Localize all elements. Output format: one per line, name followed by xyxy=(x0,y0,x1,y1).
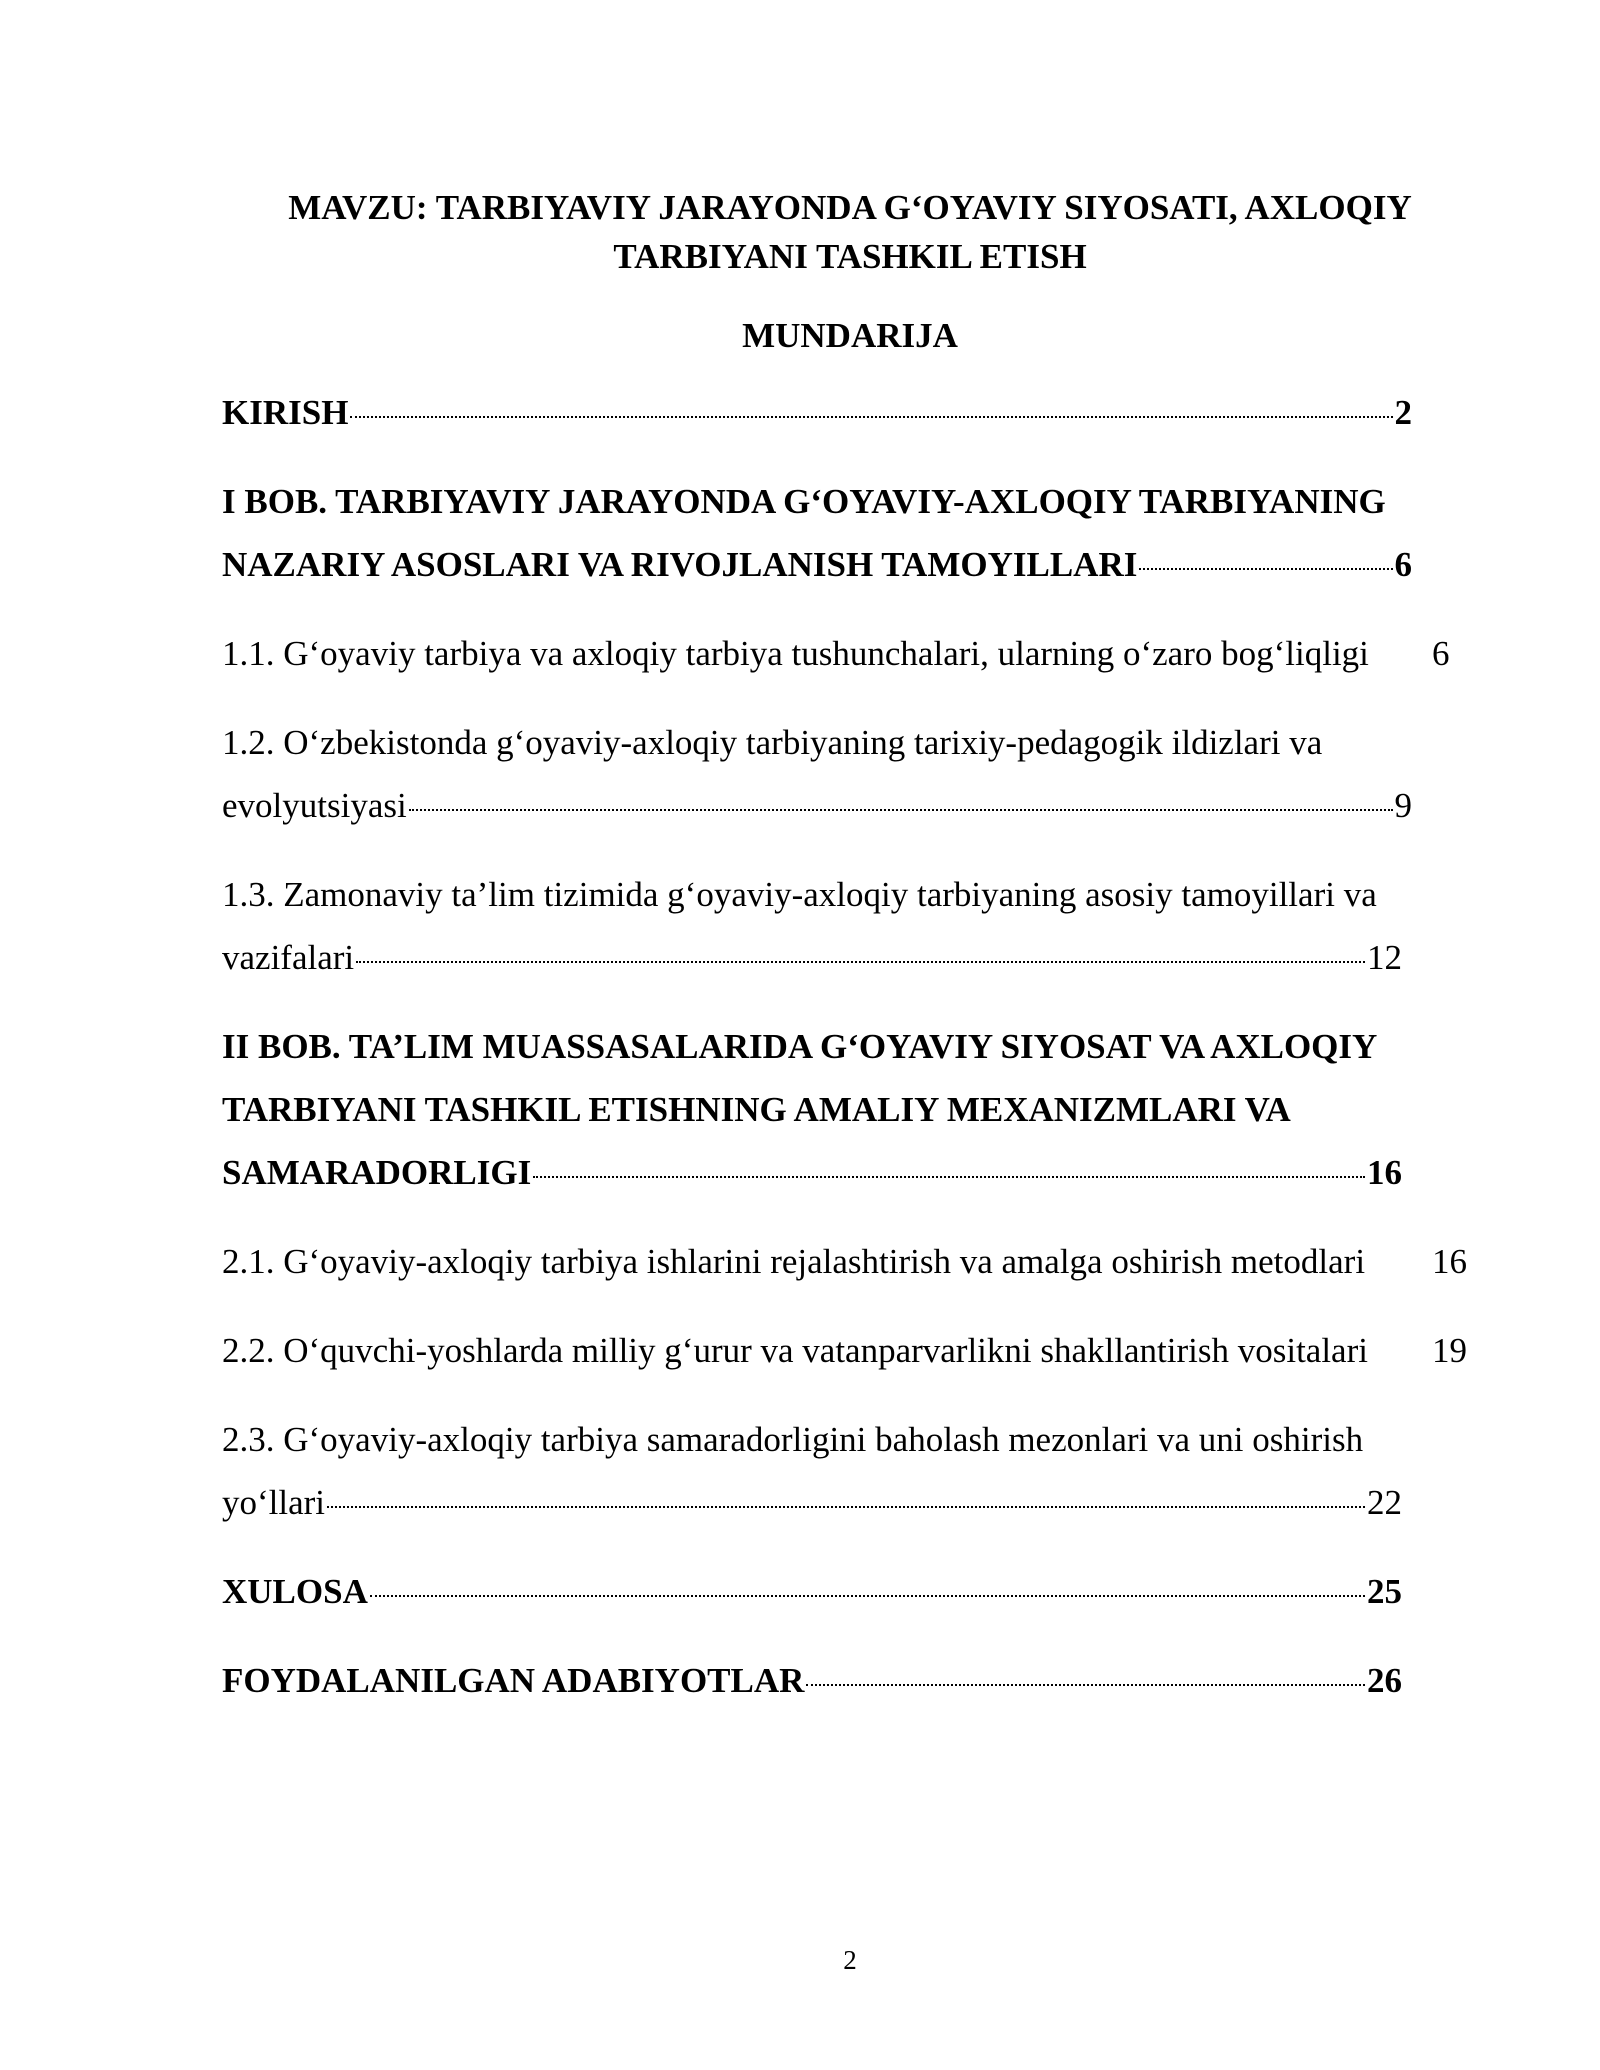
toc-entry-text: KIRISH xyxy=(222,393,349,432)
toc-entry-bob2-line1[interactable]: II BOB. TA’LIM MUASSASALARIDA G‘OYAVIY SIYOSAT VA AXLOQIY xyxy=(222,1027,1378,1066)
toc-entry-text: FOYDALANILGAN ADABIYOTLAR xyxy=(222,1661,805,1700)
toc-entry-2-1[interactable]: 2.1. G‘oyaviy-axloqiy tarbiya ishlarini rejalashtirish va amalga oshirish metodlari xyxy=(222,1242,1366,1281)
toc-entry-page: 16 xyxy=(1367,1153,1402,1192)
toc-entry-2-2[interactable]: 2.2. O‘quvchi-yoshlarda milliy g‘urur va vatanparvarlikni shakllantirish vositalari xyxy=(222,1331,1368,1370)
page-number: 2 xyxy=(843,1945,857,1975)
toc-entry-page: 2 xyxy=(1394,393,1412,432)
toc-entry-1-1-page: 6 xyxy=(1432,634,1450,673)
dot-leader xyxy=(409,809,1393,811)
toc-entry-adabiyotlar[interactable] xyxy=(222,1657,1402,1705)
dot-leader xyxy=(327,1506,1365,1508)
toc-entry-2-3[interactable] xyxy=(222,1479,1402,1527)
dot-leader xyxy=(356,961,1365,963)
toc-entry-text: vazifalari xyxy=(222,938,355,977)
toc-entry-text: XULOSA xyxy=(222,1572,368,1611)
toc-entry-text: SAMARADORLIGI xyxy=(222,1153,532,1192)
toc-entry-1-1[interactable]: 1.1. G‘oyaviy tarbiya va axloqiy tarbiya tushunchalari, ularning o‘zaro bog‘liqligi xyxy=(222,634,1369,673)
toc-entry-xulosa[interactable] xyxy=(222,1568,1402,1616)
toc-entry-1-2[interactable] xyxy=(222,782,1412,830)
document-title-line-1: MAVZU: TARBIYAVIY JARAYONDA G‘OYAVIY SIYOSATI, AXLOQIY xyxy=(288,188,1412,227)
dot-leader xyxy=(806,1684,1365,1686)
toc-entry-bob1-line1[interactable]: I BOB. TARBIYAVIY JARAYONDA G‘OYAVIY-AXLOQIY TARBIYANING xyxy=(222,482,1386,521)
dot-leader xyxy=(350,416,1392,418)
toc-entry-kirish[interactable] xyxy=(222,389,1412,437)
toc-entry-page: 25 xyxy=(1367,1572,1402,1611)
dot-leader xyxy=(533,1176,1365,1178)
dot-leader xyxy=(370,1595,1365,1597)
toc-entry-text: yo‘llari xyxy=(222,1483,326,1522)
toc-entry-page: 26 xyxy=(1367,1661,1402,1700)
toc-entry-1-2-line1[interactable]: 1.2. O‘zbekistonda g‘oyaviy-axloqiy tarbiyaning tarixiy-pedagogik ildizlari va xyxy=(222,723,1323,762)
toc-entry-page: 12 xyxy=(1367,938,1402,977)
toc-entry-1-3[interactable] xyxy=(222,934,1402,982)
toc-entry-2-1-page: 16 xyxy=(1432,1242,1467,1281)
toc-entry-page: 22 xyxy=(1367,1483,1402,1522)
toc-entry-1-3-line1[interactable]: 1.3. Zamonaviy ta’lim tizimida g‘oyaviy-axloqiy tarbiyaning asosiy tamoyillari va xyxy=(222,875,1377,914)
toc-entry-bob2-line2[interactable]: TARBIYANI TASHKIL ETISHNING AMALIY MEXANIZMLARI VA xyxy=(222,1090,1291,1129)
toc-heading: MUNDARIJA xyxy=(742,316,958,355)
toc-entry-page: 9 xyxy=(1394,786,1412,825)
toc-entry-text: evolyutsiyasi xyxy=(222,786,407,825)
toc-entry-bob1[interactable] xyxy=(222,541,1412,589)
toc-entry-2-3-line1[interactable]: 2.3. G‘oyaviy-axloqiy tarbiya samaradorligini baholash mezonlari va uni oshirish xyxy=(222,1420,1364,1459)
toc-entry-2-2-page: 19 xyxy=(1432,1331,1467,1370)
toc-entry-text: NAZARIY ASOSLARI VA RIVOJLANISH TAMOYILLARI xyxy=(222,545,1138,584)
toc-entry-bob2[interactable] xyxy=(222,1149,1402,1197)
toc-entry-page: 6 xyxy=(1394,545,1412,584)
document-title-line-2: TARBIYANI TASHKIL ETISH xyxy=(613,237,1087,276)
dot-leader xyxy=(1139,568,1392,570)
